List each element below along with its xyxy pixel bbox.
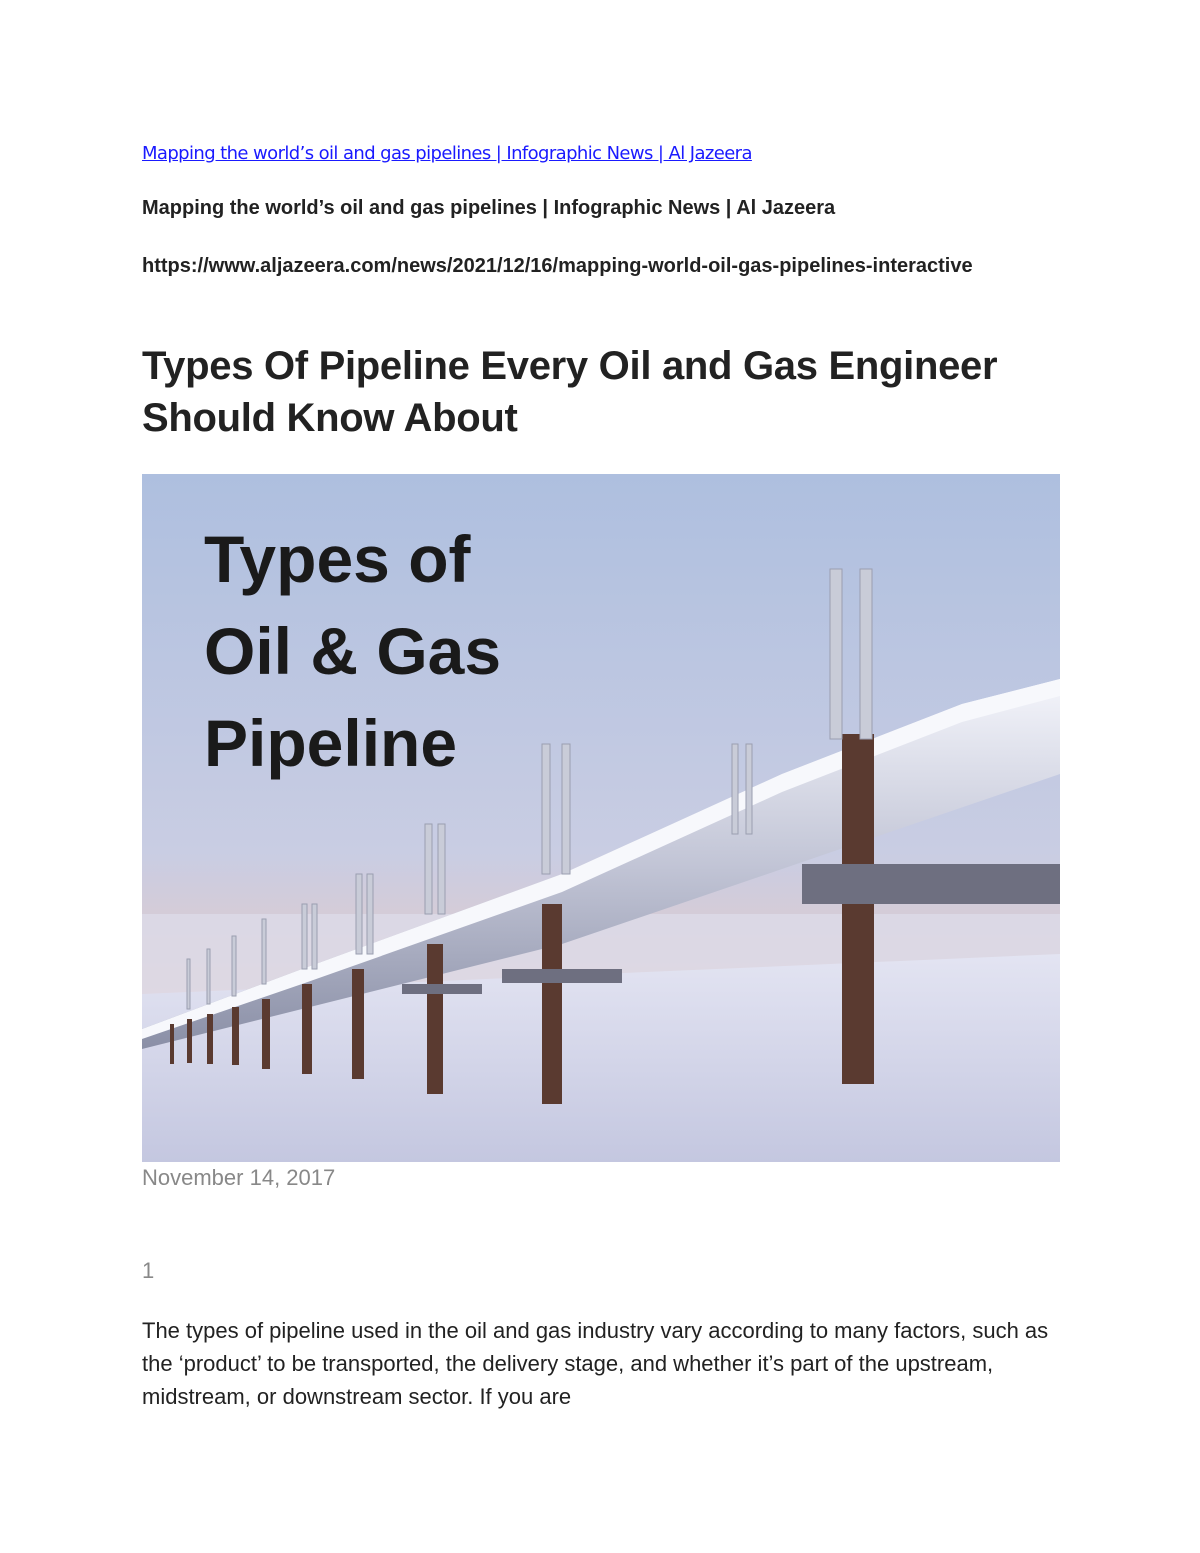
article-date: November 14, 2017 xyxy=(142,1165,336,1190)
hero-overlay-line1: Types of xyxy=(204,522,471,596)
hero-image xyxy=(142,474,1060,1162)
hero-overlay-line2: Oil & Gas xyxy=(204,614,502,688)
article-paragraph: The types of pipeline used in the oil and gas industry vary according to many factors, such as the ‘product’ to be transported, the delivery stage, and whether it’s part of the upstream, midstream, or downstream sector. If you are xyxy=(142,1318,1049,1409)
source-title: Mapping the world’s oil and gas pipelines | Infographic News | Al Jazeera xyxy=(142,197,836,219)
header-link[interactable]: Mapping the world’s oil and gas pipelines | Infographic News | Al Jazeera xyxy=(142,143,752,164)
comment-count[interactable]: 1 xyxy=(142,1258,155,1283)
hero-overlay-line3: Pipeline xyxy=(204,706,458,780)
source-url: https://www.aljazeera.com/news/2021/12/16/mapping-world-oil-gas-pipelines-interactive xyxy=(142,255,973,277)
article-heading: Types Of Pipeline Every Oil and Gas Engineer Should Know About xyxy=(142,344,998,440)
